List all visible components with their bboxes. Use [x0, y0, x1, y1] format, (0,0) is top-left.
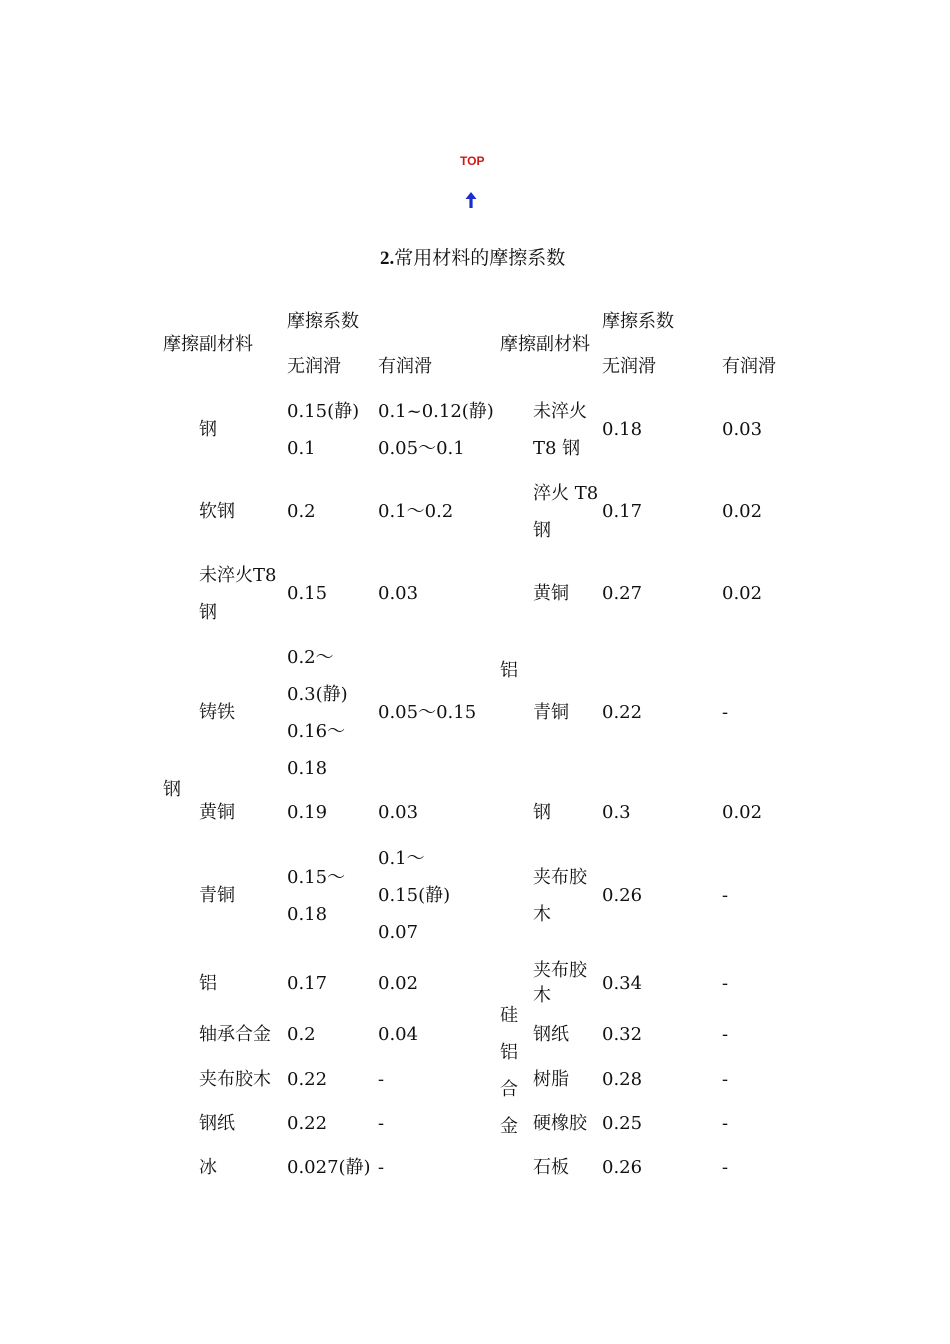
header-right-coef: 摩擦系数	[602, 311, 674, 332]
right-dry-value: 0.26	[602, 885, 643, 906]
left-dry-value: 0.16～	[287, 721, 346, 742]
right-dry-value: 0.28	[602, 1069, 643, 1090]
right-dry-value: 0.25	[602, 1113, 643, 1134]
left-material: 软钢	[199, 501, 235, 522]
left-lub-value: 0.15(静)	[378, 885, 451, 906]
left-lub-value: 0.03	[378, 802, 419, 823]
section-heading	[380, 247, 565, 270]
right-material: 钢纸	[533, 1024, 569, 1045]
right-dry-value: 0.17	[602, 501, 643, 522]
heading-number: 2.	[380, 248, 395, 269]
left-lub-value: -	[378, 1069, 385, 1090]
left-material: 冰	[199, 1157, 217, 1178]
left-material: 铝	[199, 973, 217, 994]
header-left-coef: 摩擦系数	[287, 311, 359, 332]
header-right-material: 摩擦副材料	[500, 334, 590, 355]
left-lub-value: 0.1~0.12(静)	[378, 401, 494, 422]
left-material: 轴承合金	[199, 1024, 271, 1045]
right-material: 钢	[533, 520, 551, 541]
left-material: 黄铜	[199, 802, 235, 823]
left-lub-value: 0.02	[378, 973, 419, 994]
left-dry-value: 0.22	[287, 1113, 328, 1134]
right-dry-value: 0.26	[602, 1157, 643, 1178]
left-lub-value: 0.03	[378, 583, 419, 604]
header-left-dry: 无润滑	[287, 356, 341, 377]
group-right-si-al: 硅	[500, 1005, 518, 1026]
header-right-lub: 有润滑	[722, 356, 776, 377]
right-lub-value: 0.02	[722, 583, 763, 604]
left-lub-value: 0.07	[378, 922, 419, 943]
right-material: 未淬火	[533, 401, 587, 422]
right-material: 夹布胶	[533, 867, 587, 888]
header-left-lub: 有润滑	[378, 356, 432, 377]
group-right-si-al: 金	[500, 1116, 518, 1137]
right-material: T8 钢	[533, 438, 581, 459]
right-material: 木	[533, 985, 551, 1006]
left-dry-value: 0.2	[287, 501, 316, 522]
left-dry-value: 0.18	[287, 758, 328, 779]
right-material: 淬火 T8	[533, 483, 599, 504]
up-arrow-icon[interactable]	[464, 191, 478, 209]
left-material: 钢	[199, 419, 217, 440]
right-lub-value: 0.03	[722, 419, 763, 440]
left-lub-value: 0.05～0.15	[378, 702, 477, 723]
left-dry-value: 0.15(静)	[287, 401, 360, 422]
group-right-si-al: 铝	[500, 1042, 518, 1063]
left-dry-value: 0.17	[287, 973, 328, 994]
group-left-steel: 钢	[163, 779, 181, 800]
right-dry-value: 0.18	[602, 419, 643, 440]
right-dry-value: 0.32	[602, 1024, 643, 1045]
right-material: 木	[533, 904, 551, 925]
left-dry-value: 0.15	[287, 583, 328, 604]
left-dry-value: 0.18	[287, 904, 328, 925]
right-material: 石板	[533, 1157, 569, 1178]
header-right-dry: 无润滑	[602, 356, 656, 377]
left-lub-value: 0.05～0.1	[378, 438, 465, 459]
left-lub-value: 0.1～0.2	[378, 501, 454, 522]
right-lub-value: -	[722, 702, 729, 723]
left-dry-value: 0.2～	[287, 647, 334, 668]
right-lub-value: 0.02	[722, 802, 763, 823]
left-material: 钢	[199, 602, 217, 623]
right-material: 黄铜	[533, 583, 569, 604]
right-lub-value: -	[722, 1024, 729, 1045]
left-lub-value: 0.1～	[378, 848, 425, 869]
left-dry-value: 0.1	[287, 438, 316, 459]
left-dry-value: 0.19	[287, 802, 328, 823]
left-dry-value: 0.2	[287, 1024, 316, 1045]
left-dry-value: 0.15～	[287, 867, 346, 888]
left-lub-value: 0.04	[378, 1024, 419, 1045]
right-dry-value: 0.27	[602, 583, 643, 604]
left-dry-value: 0.22	[287, 1069, 328, 1090]
group-right-si-al: 合	[500, 1079, 518, 1100]
group-right-aluminium: 铝	[500, 660, 518, 681]
left-material: 铸铁	[199, 702, 235, 723]
right-lub-value: 0.02	[722, 501, 763, 522]
right-lub-value: -	[722, 1113, 729, 1134]
header-left-material: 摩擦副材料	[163, 334, 253, 355]
left-dry-value: 0.3(静)	[287, 684, 348, 705]
left-dry-value: 0.027(静)	[287, 1157, 371, 1178]
right-lub-value: -	[722, 885, 729, 906]
right-lub-value: -	[722, 1069, 729, 1090]
right-material: 夹布胶	[533, 960, 587, 981]
right-material: 青铜	[533, 702, 569, 723]
right-material: 树脂	[533, 1069, 569, 1090]
top-link[interactable]: TOP	[460, 154, 485, 168]
right-lub-value: -	[722, 1157, 729, 1178]
left-lub-value: -	[378, 1113, 385, 1134]
left-material: 未淬火T8	[199, 565, 277, 586]
left-material: 青铜	[199, 885, 235, 906]
left-material: 夹布胶木	[199, 1069, 271, 1090]
left-lub-value: -	[378, 1157, 385, 1178]
left-material: 钢纸	[199, 1113, 235, 1134]
right-dry-value: 0.22	[602, 702, 643, 723]
right-lub-value: -	[722, 973, 729, 994]
right-dry-value: 0.3	[602, 802, 631, 823]
right-material: 硬橡胶	[533, 1113, 587, 1134]
heading-text: 常用材料的摩擦系数	[394, 247, 566, 269]
right-material: 钢	[533, 802, 551, 823]
right-dry-value: 0.34	[602, 973, 643, 994]
